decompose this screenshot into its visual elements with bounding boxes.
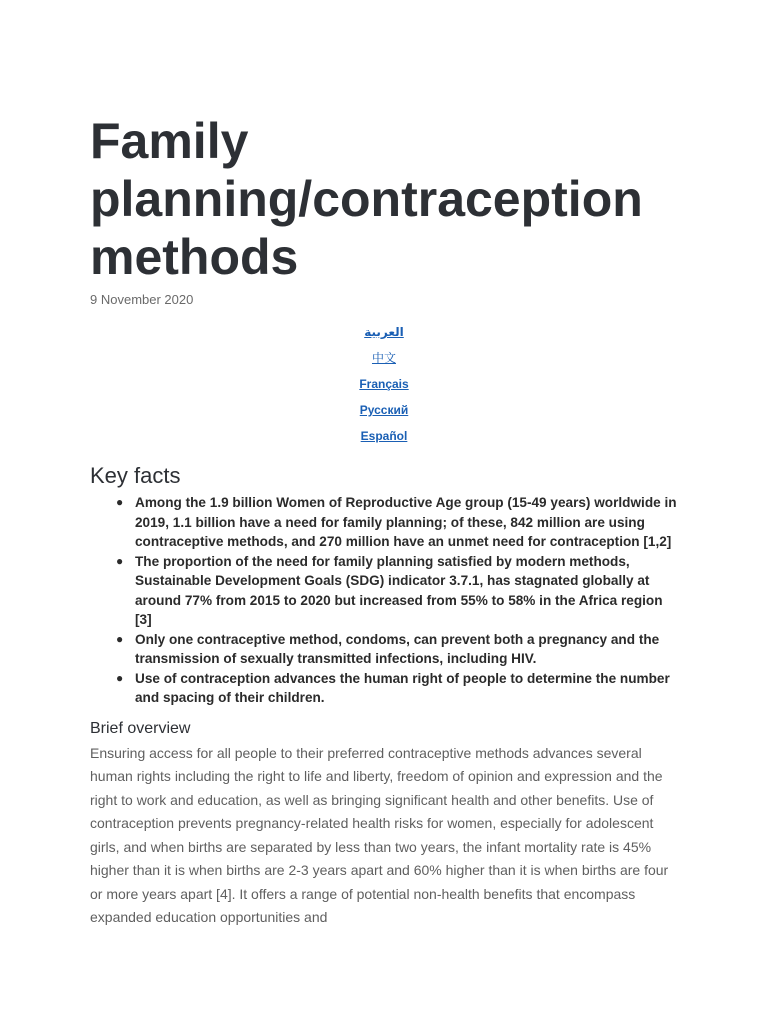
language-links <box>90 319 678 449</box>
list-item-text: Only one contraceptive method, condoms, can prevent both a pregnancy and the transmission of sexually transmitted infections, including HIV. <box>135 631 660 666</box>
key-facts-list <box>90 493 680 708</box>
bullet-icon: ● <box>116 670 124 685</box>
list-item <box>116 493 680 552</box>
language-link-arabic[interactable]: العربية <box>364 325 404 339</box>
page-title: Family planning/contraception methods <box>90 113 643 285</box>
list-item-text: Among the 1.9 billion Women of Reproductive Age group (15-49 years) worldwide in 2019, 1.1 billion have a need for family planning; of these, 842 million are using contraceptive methods, and 270 million have an unmet need for contraception [1,2] <box>135 495 677 549</box>
overview-paragraph: Ensuring access for all people to their preferred contraceptive methods advances several human rights including the right to life and liberty, freedom of opinion and expression and the right to work and education, as well as bringing significant health and other benefits. Use of contraception prevents pregnancy-related health risks for women, especially for adolescent girls, and when births are separated by less than two years, the infant mortality rate is 45% higher than it is when births are 2-3 years apart and 60% higher than it is when births are four or more years apart [4]. It offers a range of potential non-health benefits that encompass expanded education opportunities and <box>90 744 669 925</box>
bullet-icon: ● <box>116 553 124 568</box>
language-link-chinese[interactable]: 中文 <box>371 351 396 365</box>
key-facts-heading: Key facts <box>90 463 181 488</box>
language-link-spanish[interactable]: Español <box>360 429 408 443</box>
bullet-icon: ● <box>116 631 124 646</box>
brief-overview-heading: Brief overview <box>90 719 191 737</box>
list-item <box>116 630 680 669</box>
list-item <box>116 552 680 630</box>
language-link-french[interactable]: Français <box>359 377 409 391</box>
list-item-text: The proportion of the need for family planning satisfied by modern methods, Sustainable Development Goals (SDG) indicator 3.7.1, has stagnated globally at around 77% from 2015 to 2020 but increased from 55% to 58% in the Africa region [3] <box>135 553 663 627</box>
publication-date: 9 November 2020 <box>90 292 194 307</box>
language-link-russian[interactable]: Русский <box>359 403 409 417</box>
list-item-text: Use of contraception advances the human right of people to determine the number and spacing of their children. <box>135 670 670 705</box>
list-item <box>116 669 680 708</box>
article <box>90 112 680 930</box>
bullet-icon: ● <box>116 495 124 509</box>
